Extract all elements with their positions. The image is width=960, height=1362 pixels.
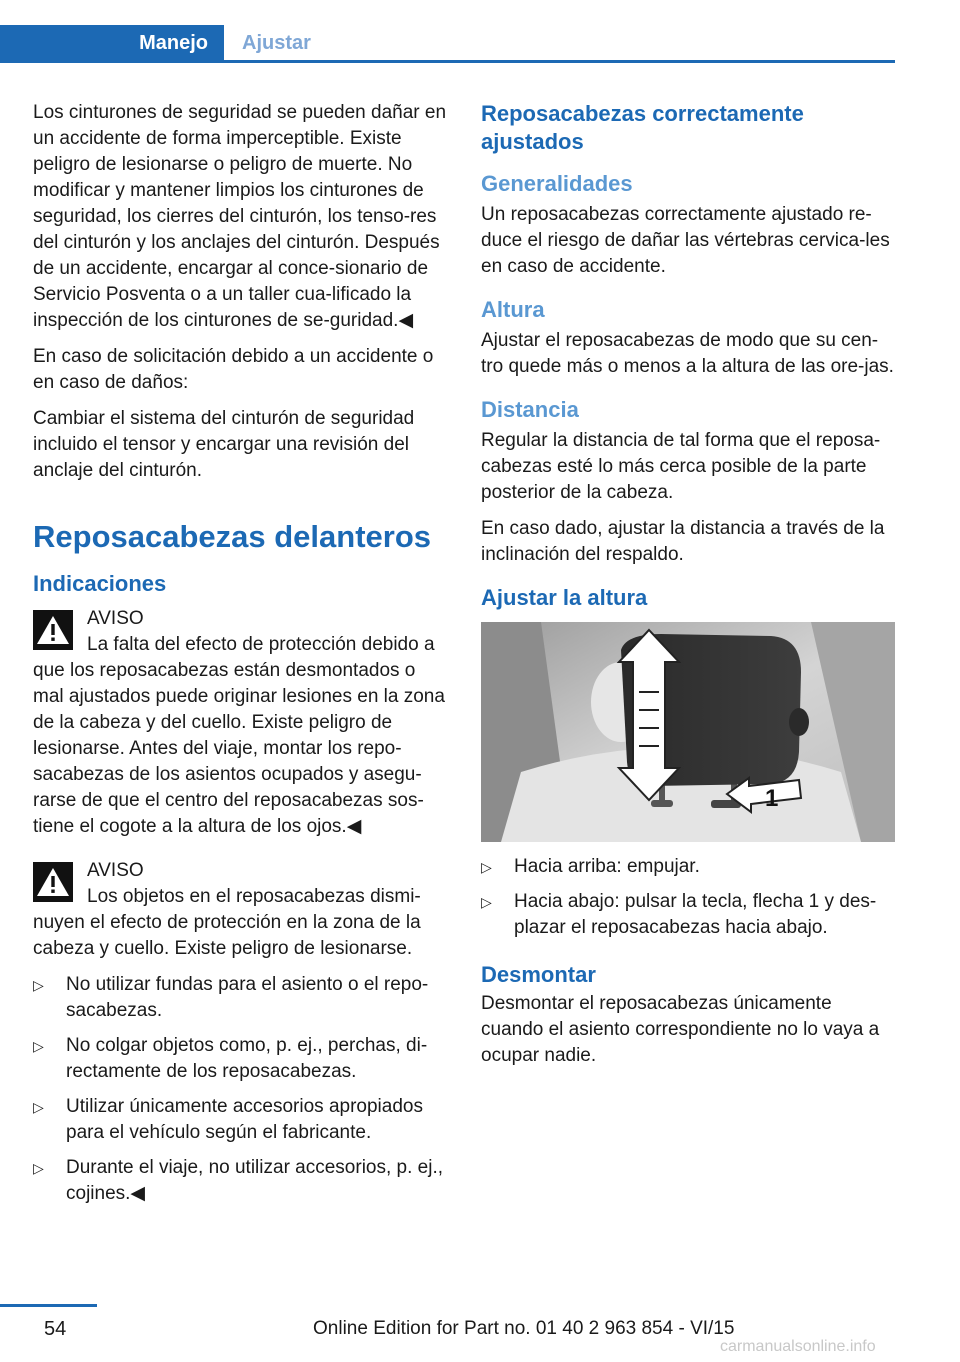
warning-block-2 — [33, 858, 449, 962]
triangle-right-icon: ▷ — [481, 894, 492, 910]
triangle-right-icon: ▷ — [33, 1038, 44, 1054]
headrest-figure — [481, 622, 895, 842]
accessory-list — [33, 972, 449, 1207]
list-item: ▷ Durante el viaje, no utilizar accesorios, p. ej., cojines.◀ — [33, 1157, 444, 1204]
distancia-text-1: Regular la distancia de tal forma que el reposa‐cabezas esté lo más cerca posible de la parte posterior de la cabeza. — [481, 430, 881, 503]
page-number: 54 — [44, 1318, 67, 1340]
triangle-right-icon: ▷ — [33, 977, 44, 993]
watermark-text: carmanualsonline.info — [720, 1338, 876, 1355]
warning-triangle-icon — [33, 862, 73, 902]
generalidades-heading: Generalidades — [481, 171, 633, 196]
header-rule — [0, 60, 895, 63]
warning-text: La falta del efecto de protección debido a que los reposacabezas están desmontados o mal ajustados puede originar lesiones en la zona de la cabeza y del cuello. Existe peligro de lesionarse. Antes del viaje, montar los repo‐sacabezas de los asientos ocupados y asegu‐rarse de que el centro del reposacabezas sos‐tiene el cogote a la altura de los ojos.◀ — [33, 634, 445, 837]
triangle-right-icon: ▷ — [33, 1160, 44, 1176]
altura-text: Ajustar el reposacabezas de modo que su cen‐tro quede más o menos a la altura de las ore‐jas. — [481, 330, 894, 377]
list-item: ▷ No utilizar fundas para el asiento o el repo‐sacabezas. — [33, 974, 429, 1021]
distancia-heading: Distancia — [481, 397, 579, 422]
list-item: ▷ Hacia arriba: empujar. — [481, 854, 897, 880]
list-item: ▷ Utilizar únicamente accesorios apropiados para el vehículo según el fabricante. — [33, 1096, 423, 1143]
edition-text: Online Edition for Part no. 01 40 2 963 854 - VI/15 — [313, 1318, 735, 1339]
right-column — [481, 100, 897, 1079]
desmontar-text: Desmontar el reposacabezas únicamente cuando el asiento correspondiente no lo vaya a ocupar nadie. — [481, 993, 880, 1066]
replace-paragraph: Cambiar el sistema del cinturón de seguridad incluido el tensor y encargar una revisión del anclaje del cinturón. — [33, 408, 415, 481]
altura-heading: Altura — [481, 297, 545, 322]
headrest-illustration — [481, 622, 895, 842]
left-column — [33, 100, 449, 1216]
distancia-text-2: En caso dado, ajustar la distancia a través de la inclinación del respaldo. — [481, 518, 885, 565]
footer-rule — [0, 1304, 97, 1307]
generalidades-text: Un reposacabezas correctamente ajustado re‐duce el riesgo de dañar las vértebras cervica‐les en caso de accidente. — [481, 204, 890, 277]
list-item: ▷ Hacia abajo: pulsar la tecla, flecha 1 y des‐plazar el reposacabezas hacia abajo. — [481, 891, 877, 938]
ajustar-heading: Ajustar la altura — [481, 585, 648, 610]
accident-paragraph: En caso de solicitación debido a un accidente o en caso de daños: — [33, 346, 434, 393]
triangle-right-icon: ▷ — [33, 1099, 44, 1115]
warning-title: AVISO — [87, 860, 144, 881]
desmontar-heading: Desmontar — [481, 962, 596, 987]
tab-ajustar[interactable]: Ajustar — [224, 25, 329, 61]
indicaciones-heading: Indicaciones — [33, 571, 167, 596]
correct-heading: Reposacabezas correctamente ajustados — [481, 101, 804, 154]
adjust-list — [481, 854, 897, 941]
figure-label: 1 — [765, 785, 779, 812]
section-heading: Reposacabezas delanteros — [33, 519, 432, 554]
warning-title: AVISO — [87, 608, 144, 629]
triangle-right-icon: ▷ — [481, 859, 492, 875]
warning-triangle-icon — [33, 610, 73, 650]
warning-block-1 — [33, 606, 449, 840]
list-item: ▷ No colgar objetos como, p. ej., perchas, di‐rectamente de los reposacabezas. — [33, 1035, 428, 1082]
seatbelt-paragraph: Los cinturones de seguridad se pueden dañar en un accidente de forma imperceptible. Existe peligro de lesionarse o peligro de muerte. No modificar y mantener limpios los cinturones de seguridad, los cierres del cinturón, los tenso‐res del cinturón y los anclajes del cinturón. Después de un accidente, encargar al conce‐sionario de Servicio Posventa o a un taller cua‐lificado la inspección de los cinturones de se‐guridad.◀ — [33, 102, 447, 331]
warning-text: Los objetos en el reposacabezas dismi‐nuyen el efecto de protección en la zona de la cabeza y cuello. Existe peligro de lesionarse. — [33, 886, 421, 959]
tab-manejo[interactable]: Manejo — [0, 25, 224, 61]
